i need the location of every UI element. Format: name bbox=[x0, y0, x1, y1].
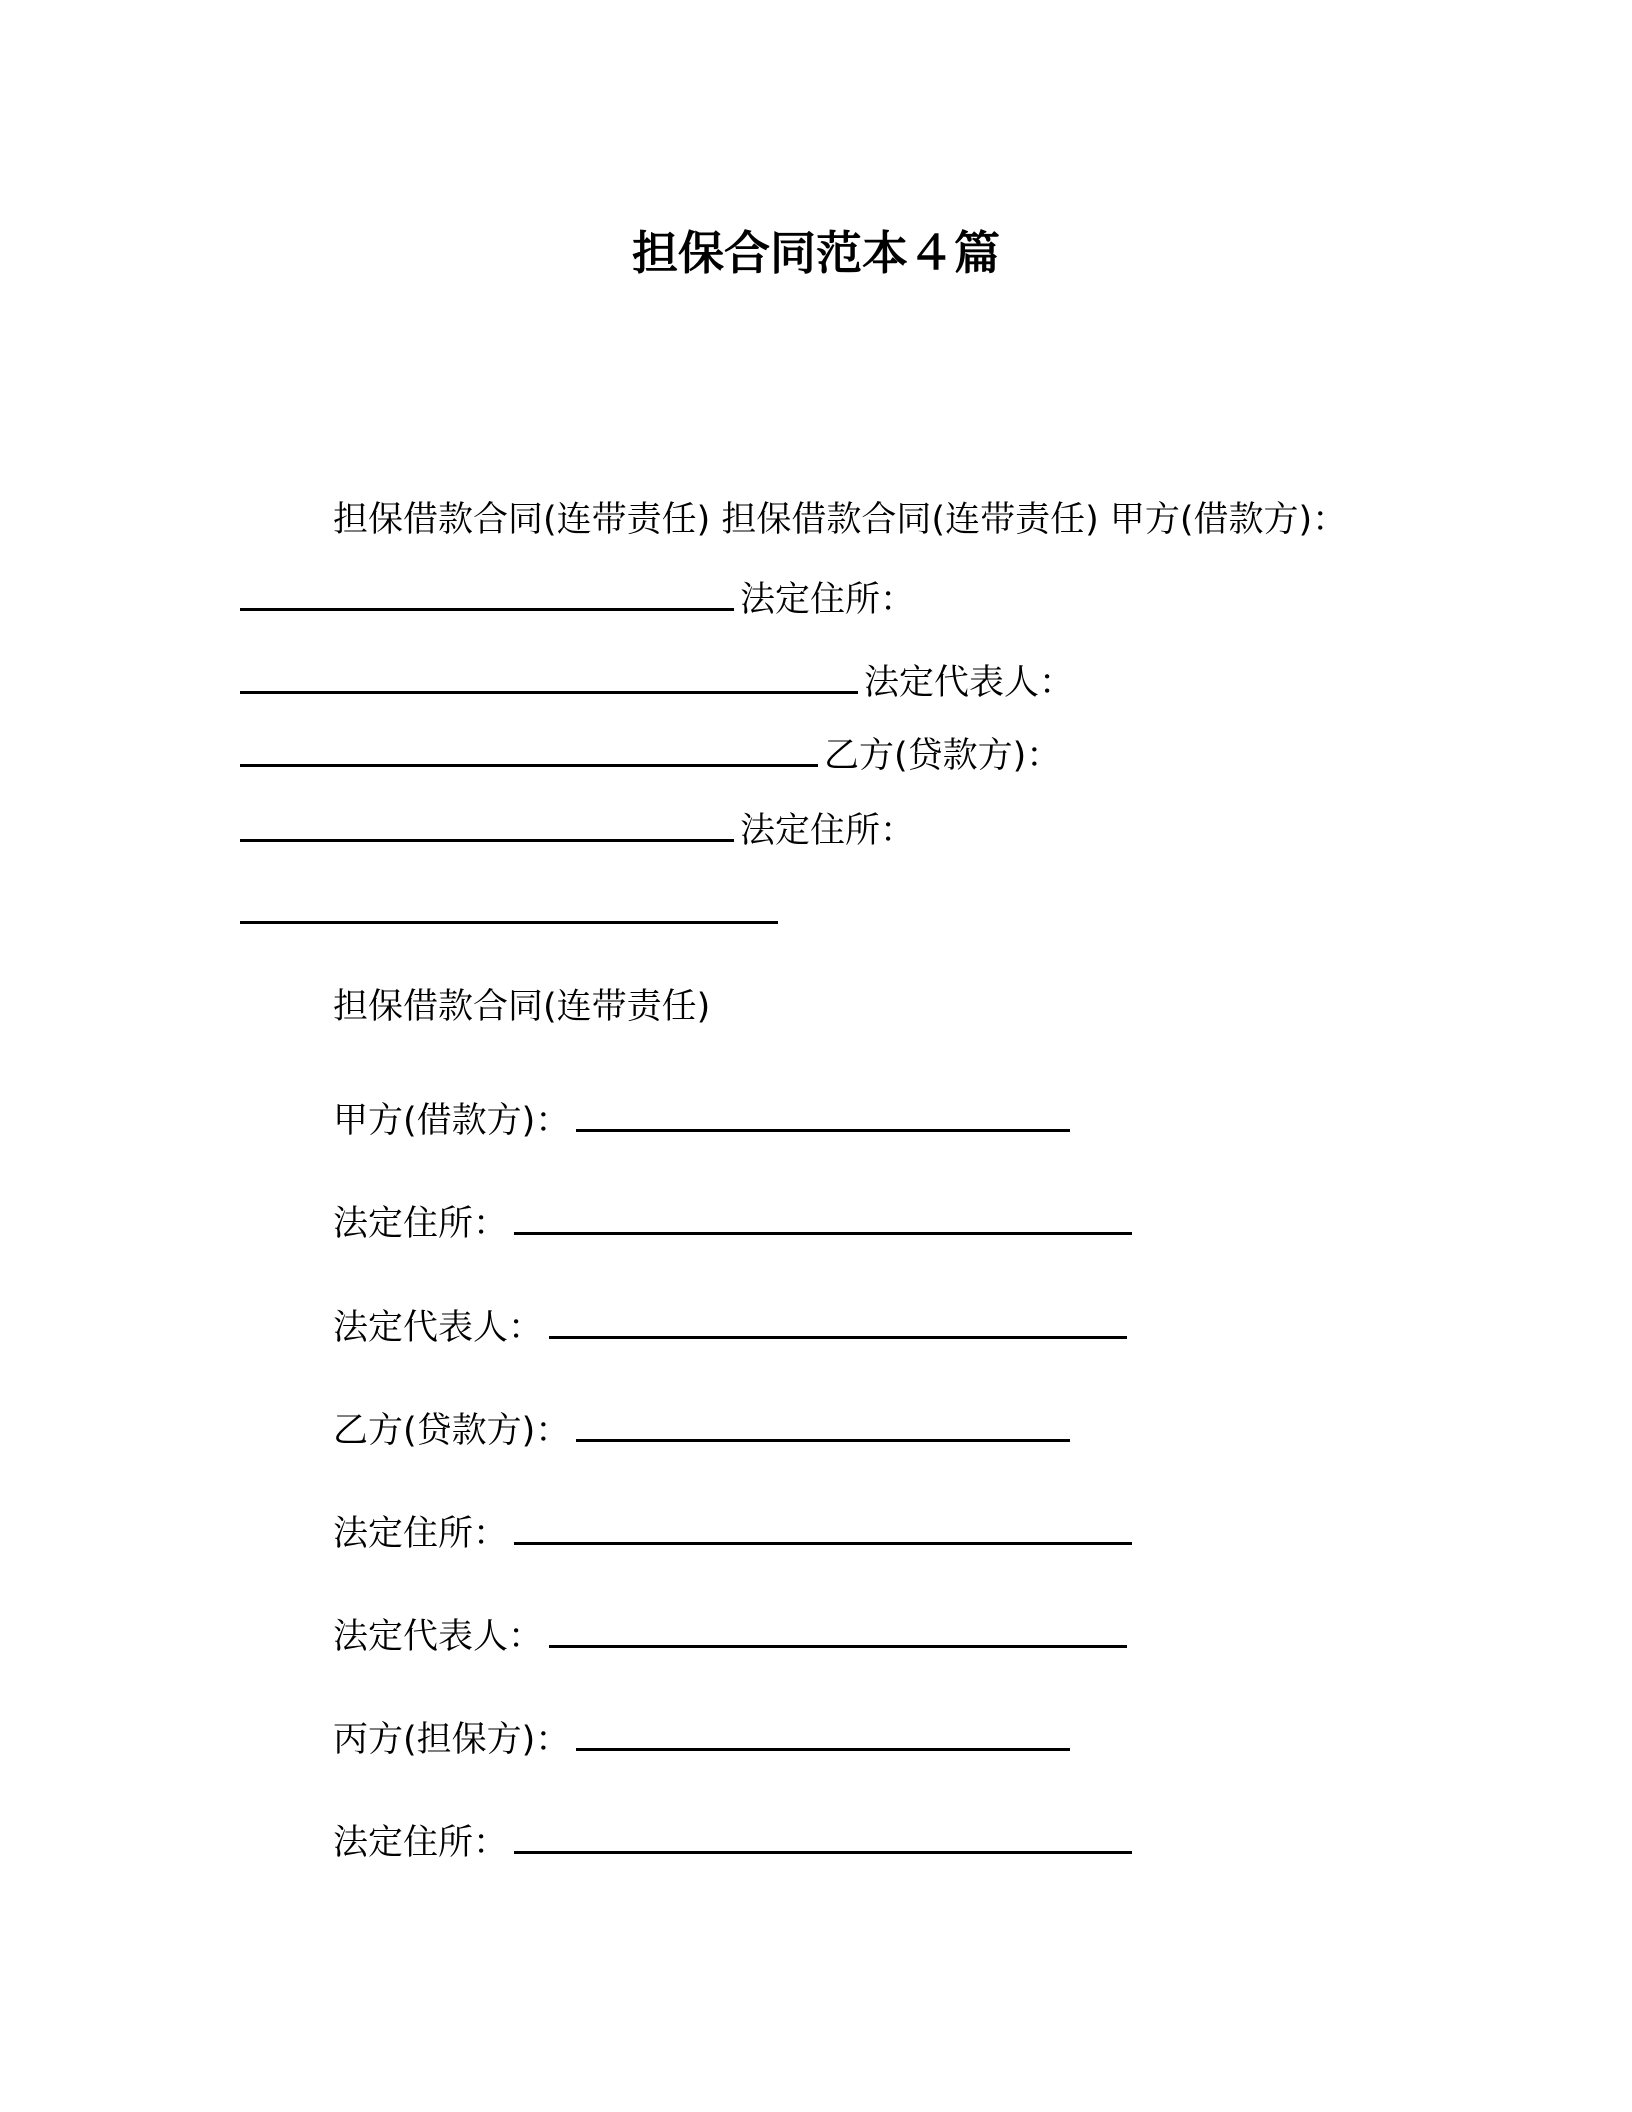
field-label: 丙方(担保方)： bbox=[333, 1720, 571, 1760]
field-label: 法定住所： bbox=[333, 1204, 509, 1244]
intro-line-5 bbox=[240, 803, 915, 856]
intro-line-3 bbox=[240, 655, 1074, 708]
blank-line[interactable] bbox=[514, 1815, 1132, 1854]
field-row-lender bbox=[333, 1403, 1076, 1456]
blank-line[interactable] bbox=[576, 1093, 1070, 1132]
field-row-address bbox=[333, 1506, 1138, 1559]
field-label: 甲方(借款方)： bbox=[333, 1101, 571, 1141]
intro-label-address: 法定住所： bbox=[740, 811, 916, 851]
field-label: 法定代表人： bbox=[333, 1308, 544, 1348]
blank-line[interactable] bbox=[240, 572, 734, 611]
field-row-representative bbox=[333, 1300, 1133, 1353]
field-row-address bbox=[333, 1196, 1138, 1249]
blank-line[interactable] bbox=[576, 1712, 1070, 1751]
section-heading: 担保借款合同(连带责任) bbox=[333, 987, 711, 1027]
intro-text: 担保借款合同(连带责任) 担保借款合同(连带责任) 甲方(借款方)： bbox=[333, 500, 1348, 540]
blank-line[interactable] bbox=[240, 803, 734, 842]
blank-line[interactable] bbox=[576, 1403, 1070, 1442]
field-row-guarantor bbox=[333, 1712, 1076, 1765]
intro-label-lender: 乙方(贷款方)： bbox=[824, 736, 1062, 776]
blank-line[interactable] bbox=[514, 1196, 1132, 1235]
blank-line[interactable] bbox=[240, 728, 818, 767]
blank-line[interactable] bbox=[240, 885, 778, 924]
intro-line-4 bbox=[240, 728, 1061, 781]
field-row-address bbox=[333, 1815, 1138, 1868]
field-label: 乙方(贷款方)： bbox=[333, 1411, 571, 1451]
intro-line-6 bbox=[240, 885, 784, 938]
blank-line[interactable] bbox=[549, 1300, 1127, 1339]
blank-line[interactable] bbox=[514, 1506, 1132, 1545]
field-label: 法定住所： bbox=[333, 1514, 509, 1554]
intro-label-address: 法定住所： bbox=[740, 580, 916, 620]
document-title: 担保合同范本４篇 bbox=[632, 226, 1000, 280]
field-row-borrower bbox=[333, 1093, 1076, 1146]
field-label: 法定代表人： bbox=[333, 1617, 544, 1657]
blank-line[interactable] bbox=[240, 655, 858, 694]
field-row-representative bbox=[333, 1609, 1133, 1662]
field-label: 法定住所： bbox=[333, 1823, 509, 1863]
intro-label-representative: 法定代表人： bbox=[864, 663, 1075, 703]
intro-line-2 bbox=[240, 572, 915, 625]
intro-line-1 bbox=[333, 495, 1347, 545]
blank-line[interactable] bbox=[549, 1609, 1127, 1648]
